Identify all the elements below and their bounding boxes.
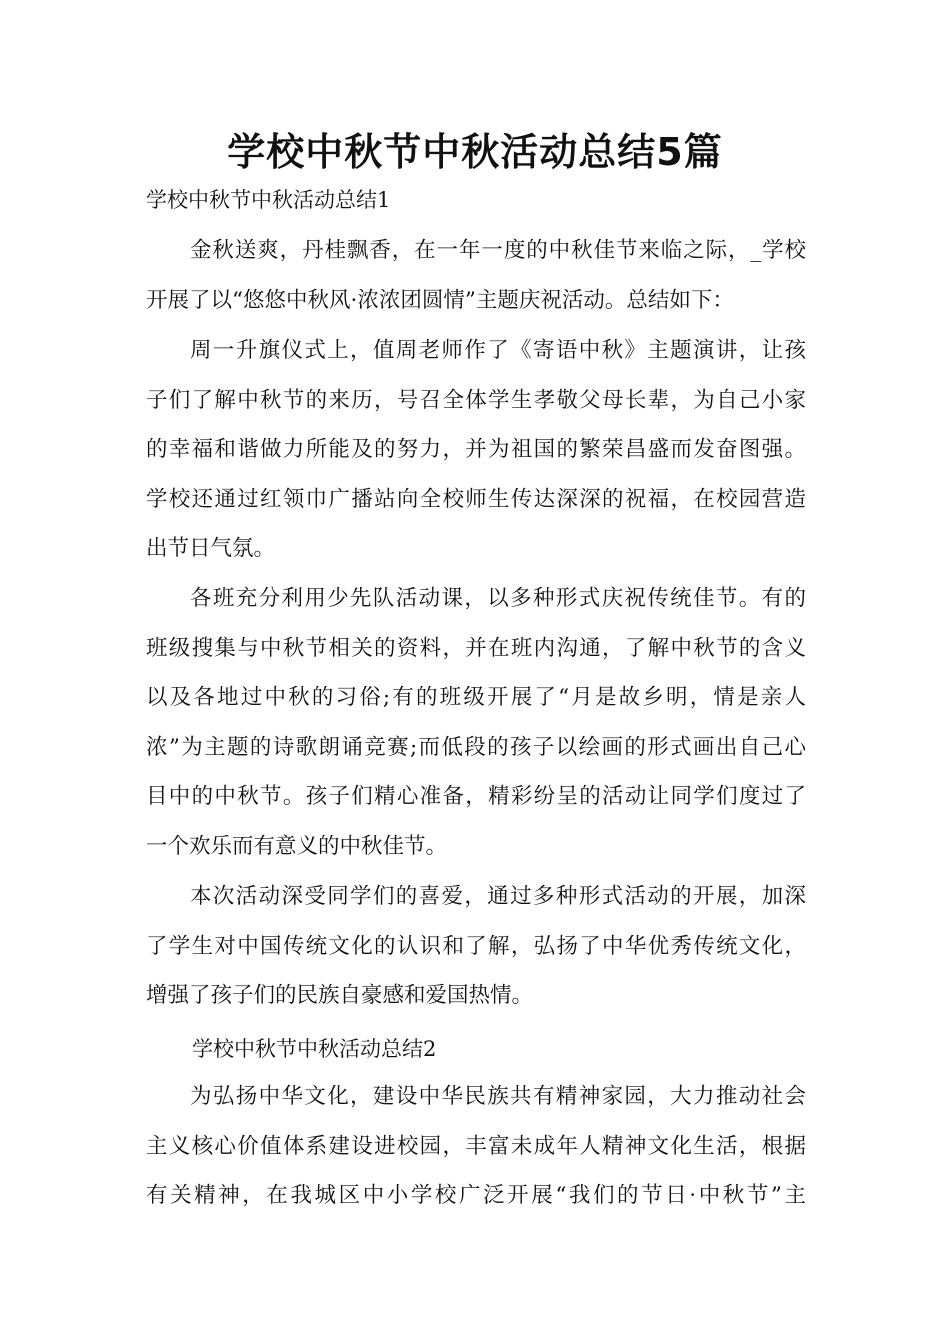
paragraph-1 — [146, 226, 806, 325]
document-title: 学校中秋节中秋活动总结5篇 — [227, 130, 723, 174]
paragraph-line: 本次活动深受同学们的喜爱，通过多种形式活动的开展，加深 — [190, 884, 806, 909]
paragraph-line: 目中的中秋节。孩子们精心准备，精彩纷呈的活动让同学们度过了 — [146, 784, 806, 809]
paragraph-line: 出节日气氛。 — [146, 536, 276, 561]
paragraph-line: 一个欢乐而有意义的中秋佳节。 — [146, 833, 448, 859]
paragraph-line: 各班充分利用少先队活动课，以多种形式庆祝传统佳节。有的 — [190, 586, 806, 611]
paragraph-line: 浓”为主题的诗歌朗诵竞赛;而低段的孩子以绘画的形式画出自己心 — [146, 734, 806, 760]
paragraph-4 — [146, 872, 806, 1021]
paragraph-line: 为弘扬中华文化，建设中华民族共有精神家园，大力推动社会 — [190, 1084, 806, 1109]
paragraph-line: 以及各地过中秋的习俗;有的班级开展了“月是故乡明，情是亲人 — [146, 685, 806, 710]
paragraph-line: 有关精神，在我城区中小学校广泛开展“我们的节日·中秋节”主 — [146, 1183, 806, 1208]
paragraph-line: 金秋送爽，丹桂飘香，在一年一度的中秋佳节来临之际，_学校 — [190, 238, 806, 263]
section-heading-1: 学校中秋节中秋活动总结1 — [146, 188, 391, 212]
paragraph-line: 了学生对中国传统文化的认识和了解，弘扬了中华优秀传统文化， — [146, 933, 806, 959]
paragraph-line: 子们了解中秋节的来历，号召全体学生孝敬父母长辈，为自己小家 — [146, 387, 806, 413]
paragraph-line: 的幸福和谐做力所能及的努力，并为祖国的繁荣昌盛而发奋图强。 — [146, 437, 806, 462]
paragraph-line: 学校还通过红领巾广播站向全校师生传达深深的祝福，在校园营造 — [146, 486, 806, 512]
paragraph-line: 周一升旗仪式上，值周老师作了《寄语中秋》主题演讲，让孩 — [190, 338, 806, 363]
paragraph-2 — [146, 326, 806, 574]
paragraph-line: 增强了孩子们的民族自豪感和爱国热情。 — [146, 983, 534, 1008]
paragraph-3 — [146, 574, 806, 871]
paragraph-5 — [146, 1072, 806, 1221]
paragraph-line: 主义核心价值体系建设进校园，丰富未成年人精神文化生活，根据 — [146, 1133, 806, 1159]
paragraph-line: 开展了以“悠悠中秋风·浓浓团圆情”主题庆祝活动。总结如下： — [146, 287, 734, 313]
paragraph-line: 班级搜集与中秋节相关的资料，并在班内沟通，了解中秋节的含义 — [146, 635, 806, 661]
section-heading-2: 学校中秋节中秋活动总结2 — [192, 1037, 437, 1061]
